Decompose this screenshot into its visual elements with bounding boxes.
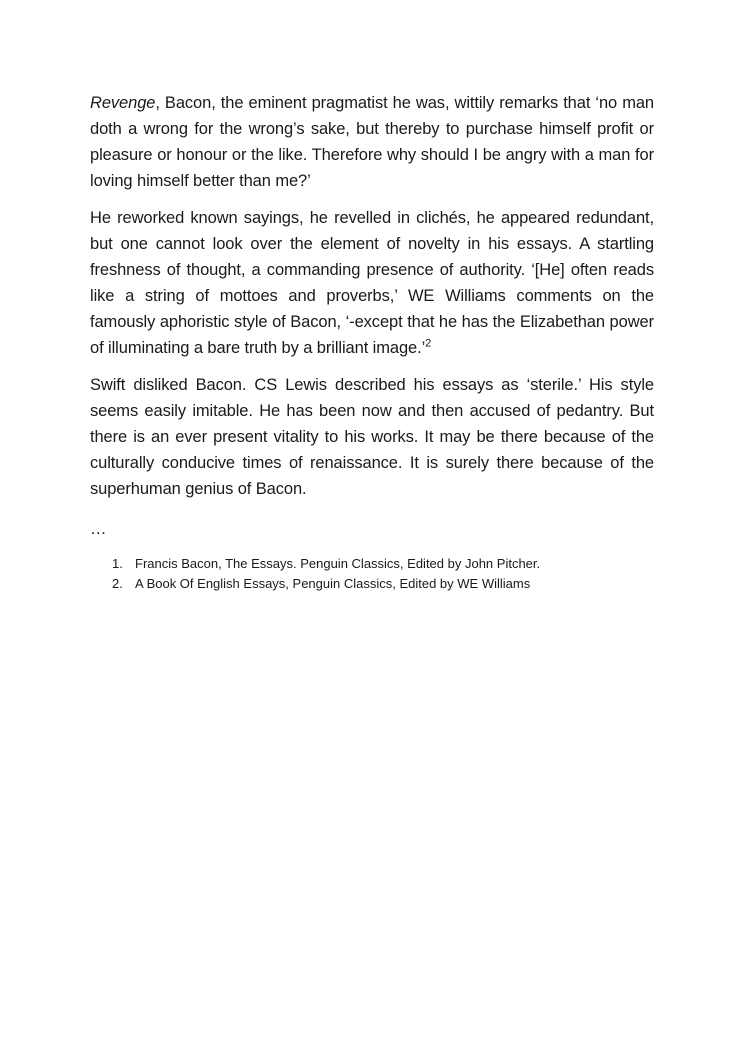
footnote-item-2 xyxy=(90,574,654,594)
ellipsis-paragraph: … xyxy=(90,520,107,538)
paragraph-revenge-text: , Bacon, the eminent pragmatist he was, wittily remarks that ‘no man doth a wrong for the wrong’s sake, but thereby to purchase himself profit or pleasure or honour or the like. Therefore why should I be angry with a man for loving himself better than me?’ xyxy=(90,94,654,190)
footnote-reference-2: 2 xyxy=(425,337,432,350)
footnote-item-1 xyxy=(90,554,654,574)
footnote-number: 2. xyxy=(112,576,123,591)
italic-essay-title: Revenge xyxy=(90,94,156,112)
paragraph-revenge xyxy=(90,90,654,194)
footnote-text: A Book Of English Essays, Penguin Classics, Edited by WE Williams xyxy=(135,576,531,591)
paragraph-swift-disliked xyxy=(90,372,654,502)
paragraph-reworked-sayings xyxy=(90,205,654,361)
paragraph-reworked-text: He reworked known sayings, he revelled in clichés, he appeared redundant, but one cannot look over the element of novelty in his essays. A startling freshness of thought, a commanding presence of authority. ‘[He] often reads like a string of mottoes and proverbs,’ WE Williams comments on the famously aphoristic style of Bacon, ‘-except that he has the Elizabethan power of illuminating a bare truth by a brilliant image.’ xyxy=(90,209,654,357)
document-content xyxy=(90,90,654,594)
footnote-number: 1. xyxy=(112,556,123,571)
paragraph-swift-text: Swift disliked Bacon. CS Lewis described his essays as ‘sterile.’ His style seems easily imitable. He has been now and then accused of pedantry. But there is an ever present vitality to his works. It may be there because of the culturally conducive times of renaissance. It is surely there because of the superhuman genius of Bacon. xyxy=(90,376,654,498)
footnote-text: Francis Bacon, The Essays. Penguin Classics, Edited by John Pitcher. xyxy=(135,556,541,571)
footnote-list xyxy=(90,554,654,594)
